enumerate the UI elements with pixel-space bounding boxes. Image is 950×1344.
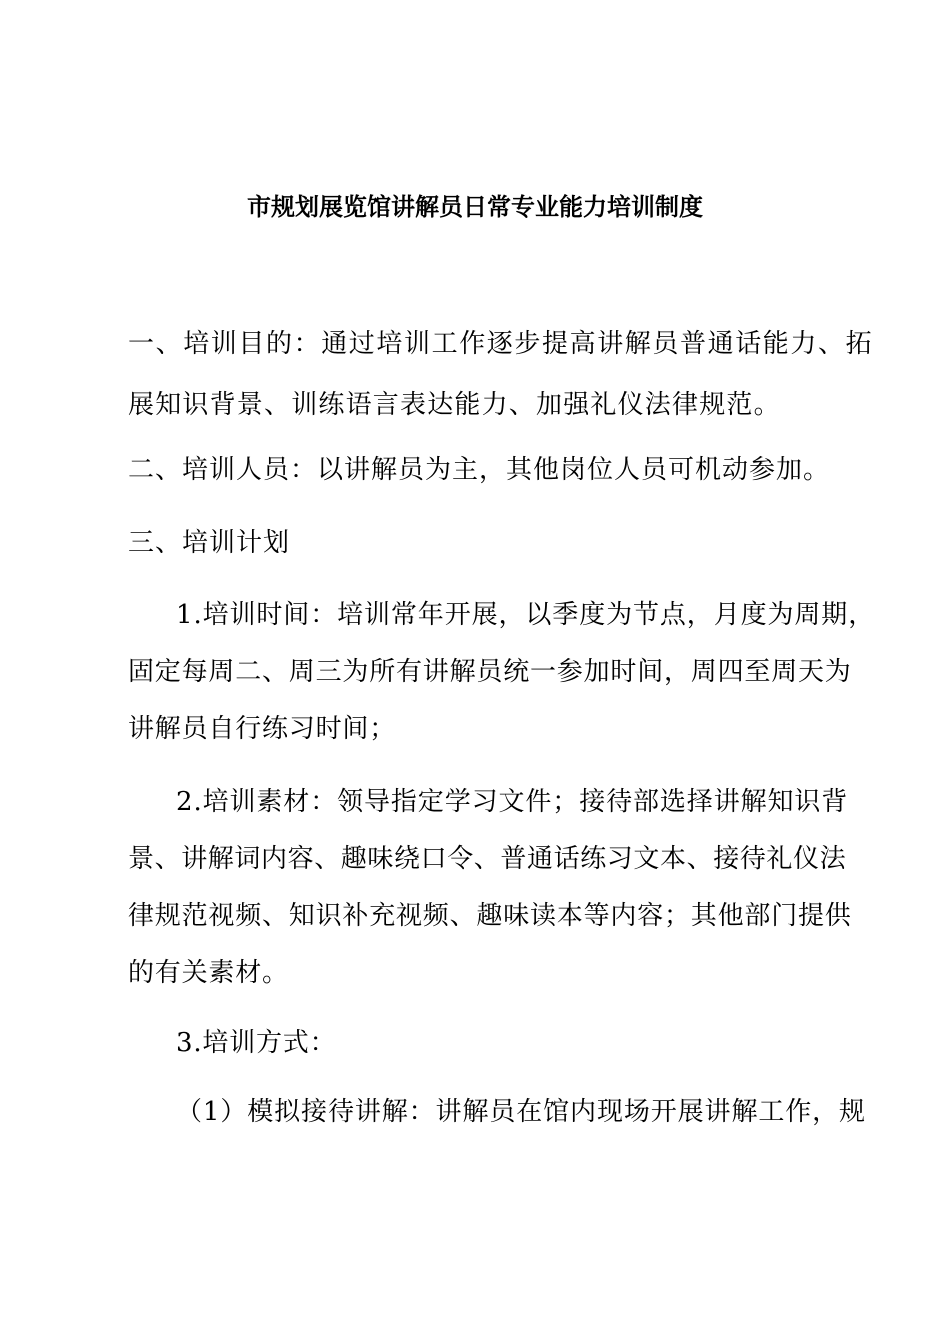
item-1-time-line-2: 固定每周二、周三为所有讲解员统一参加时间，周四至周天为 <box>128 657 852 687</box>
item-3-method-1-line-1: （1）模拟接待讲解：讲解员在馆内现场开展讲解工作，规 <box>176 1097 866 1127</box>
item-2-materials-line-3: 律规范视频、知识补充视频、趣味读本等内容；其他部门提供 <box>128 901 852 931</box>
item-2-materials-line-4: 的有关素材。 <box>128 958 289 988</box>
section-2-personnel: 二、培训人员：以讲解员为主，其他岗位人员可机动参加。 <box>128 455 831 485</box>
item-1-time-line-3: 讲解员自行练习时间； <box>128 714 397 744</box>
section-1-purpose-line-2: 展知识背景、训练语言表达能力、加强礼仪法律规范。 <box>128 390 781 420</box>
section-1-purpose-line-1: 一、培训目的：通过培训工作逐步提高讲解员普通话能力、拓 <box>128 329 874 359</box>
document-title: 市规划展览馆讲解员日常专业能力培训制度 <box>247 193 703 221</box>
item-1-time-line-1: 1.培训时间：培训常年开展，以季度为节点，月度为周期， <box>176 600 876 630</box>
section-3-heading: 三、培训计划 <box>128 528 291 558</box>
item-3-methods-heading: 3.培训方式： <box>176 1028 337 1058</box>
item-2-materials-line-1: 2.培训素材：领导指定学习文件；接待部选择讲解知识背 <box>176 787 849 817</box>
item-2-materials-line-2: 景、讲解词内容、趣味绕口令、普通话练习文本、接待礼仪法 <box>128 844 847 874</box>
